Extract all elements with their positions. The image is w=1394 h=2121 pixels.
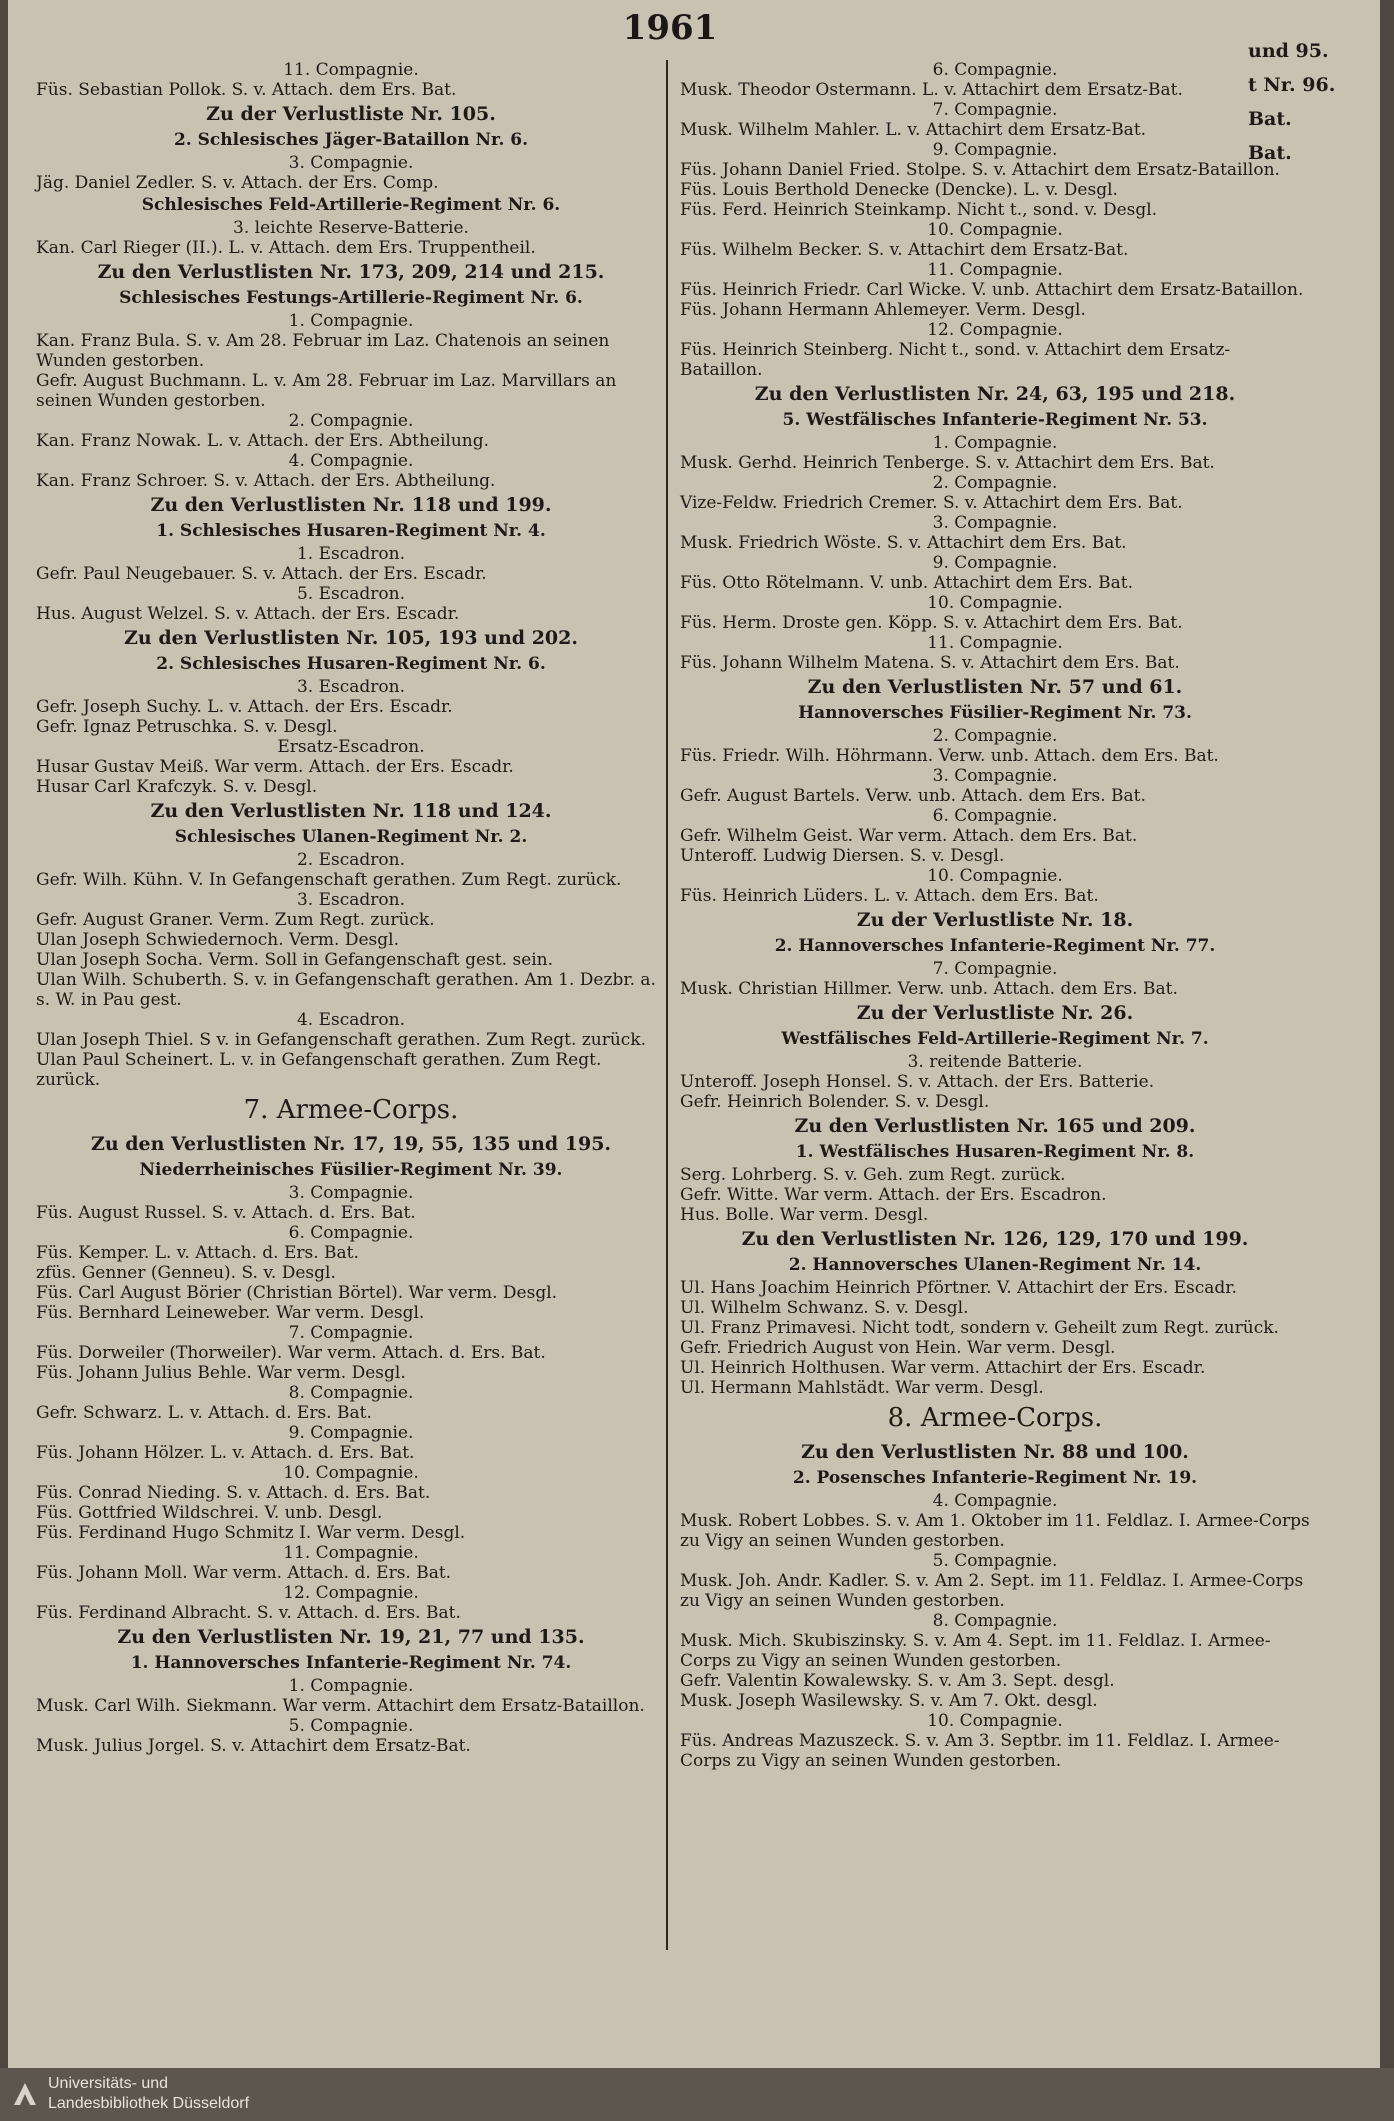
list-reference-heading: Zu den Verlustlisten Nr. 17, 19, 55, 135 und 195. xyxy=(90,1133,612,1155)
subunit-heading: 3. Compagnie. xyxy=(288,1183,414,1203)
subunit-heading: 3. reitende Batterie. xyxy=(907,1052,1083,1072)
casualty-entry: Füs. Johann Hermann Ahlemeyer. Verm. Desgl. xyxy=(680,300,1086,320)
casualty-entry: Füs. Herm. Droste gen. Köpp. S. v. Attachirt dem Ers. Bat. xyxy=(680,613,1183,633)
list-reference-heading: Zu der Verlustliste Nr. 26. xyxy=(856,1002,1134,1024)
casualty-entry: Füs. Conrad Nieding. S. v. Attach. d. Ers. Bat. xyxy=(36,1483,431,1503)
library-name-line2: Landesbibliothek Düsseldorf xyxy=(48,2095,250,2112)
subunit-heading: 10. Compagnie. xyxy=(283,1463,419,1483)
casualty-entry: zfüs. Genner (Genneu). S. v. Desgl. xyxy=(36,1263,336,1283)
casualty-entry: Musk. Julius Jorgel. S. v. Attachirt dem Ersatz-Bat. xyxy=(36,1736,471,1756)
casualty-entry: Ulan Wilh. Schuberth. S. v. in Gefangenschaft gerathen. Am 1. Dezbr. a. s. W. in Pau gest. xyxy=(36,970,656,1010)
casualty-entry: Musk. Wilhelm Mahler. L. v. Attachirt dem Ersatz-Bat. xyxy=(680,120,1147,140)
casualty-entry: Unteroff. Ludwig Diersen. S. v. Desgl. xyxy=(680,846,1005,866)
list-reference-heading: Zu den Verlustlisten Nr. 165 und 209. xyxy=(794,1115,1196,1137)
list-reference-heading: Zu den Verlustlisten Nr. 173, 209, 214 und 215. xyxy=(97,261,605,283)
list-reference-heading: Zu den Verlustlisten Nr. 19, 21, 77 und 135. xyxy=(117,1626,585,1648)
subunit-heading: 6. Compagnie. xyxy=(932,806,1058,826)
subunit-heading: 3. Compagnie. xyxy=(932,513,1058,533)
list-reference-heading: Zu den Verlustlisten Nr. 118 und 124. xyxy=(150,800,552,822)
casualty-entry: Husar Carl Krafczyk. S. v. Desgl. xyxy=(36,777,318,797)
subunit-heading: 2. Compagnie. xyxy=(288,411,414,431)
casualty-entry: Kan. Franz Schroer. S. v. Attach. der Ers. Abtheilung. xyxy=(36,471,496,491)
casualty-entry: Füs. Carl August Börier (Christian Börtel). War verm. Desgl. xyxy=(36,1283,558,1303)
regiment-heading: 1. Westfälisches Husaren-Regiment Nr. 8. xyxy=(795,1142,1195,1162)
casualty-entry: Vize-Feldw. Friedrich Cremer. S. v. Attachirt dem Ers. Bat. xyxy=(680,493,1183,513)
subunit-heading: 3. Compagnie. xyxy=(288,153,414,173)
right-column xyxy=(680,60,1310,1771)
subunit-heading: 9. Compagnie. xyxy=(932,553,1058,573)
casualty-entry: Gefr. Paul Neugebauer. S. v. Attach. der Ers. Escadr. xyxy=(36,564,487,584)
subunit-heading: 4. Compagnie. xyxy=(932,1491,1058,1511)
casualty-entry: Füs. Johann Wilhelm Matena. S. v. Attachirt dem Ers. Bat. xyxy=(680,653,1180,673)
casualty-entry: Füs. Andreas Mazuszeck. S. v. Am 3. Septbr. im 11. Feldlaz. I. Armee-Corps zu Vigy an seinen Wunden gestorben. xyxy=(680,1731,1280,1771)
subunit-heading: 11. Compagnie. xyxy=(283,60,419,80)
casualty-entry: Musk. Robert Lobbes. S. v. Am 1. Oktober im 11. Feldlaz. I. Armee-Corps zu Vigy an seinen Wunden gestorben. xyxy=(680,1511,1310,1551)
casualty-entry: Gefr. Ignaz Petruschka. S. v. Desgl. xyxy=(36,717,338,737)
library-footer xyxy=(0,2068,1394,2121)
corps-heading: 7. Armee-Corps. xyxy=(243,1095,459,1125)
list-reference-heading: Zu den Verlustlisten Nr. 126, 129, 170 und 199. xyxy=(741,1228,1249,1250)
casualty-entry: Gefr. Heinrich Bolender. S. v. Desgl. xyxy=(680,1092,990,1112)
regiment-heading: 2. Hannoversches Infanterie-Regiment Nr. 77. xyxy=(774,936,1216,956)
subunit-heading: 11. Compagnie. xyxy=(283,1543,419,1563)
casualty-entry: Füs. Gottfried Wildschrei. V. unb. Desgl. xyxy=(36,1503,383,1523)
library-name-line1: Universitäts- und xyxy=(48,2075,169,2092)
ulb-logo-icon xyxy=(10,2079,40,2109)
list-reference-heading: Zu der Verlustliste Nr. 105. xyxy=(206,103,496,125)
casualty-entry: Füs. Kemper. L. v. Attach. d. Ers. Bat. xyxy=(36,1243,359,1263)
subunit-heading: 1. Compagnie. xyxy=(932,433,1058,453)
casualty-entry: Musk. Friedrich Wöste. S. v. Attachirt dem Ers. Bat. xyxy=(680,533,1127,553)
casualty-entry: Gefr. Wilhelm Geist. War verm. Attach. dem Ers. Bat. xyxy=(680,826,1138,846)
casualty-entry: Ulan Joseph Socha. Verm. Soll in Gefangenschaft gest. sein. xyxy=(36,950,554,970)
regiment-heading: 5. Westfälisches Infanterie-Regiment Nr. 53. xyxy=(782,410,1208,430)
casualty-entry: Füs. Johann Moll. War verm. Attach. d. Ers. Bat. xyxy=(36,1563,452,1583)
regiment-heading: Hannoversches Füsilier-Regiment Nr. 73. xyxy=(798,703,1192,723)
left-column xyxy=(36,60,666,1756)
subunit-heading: 11. Compagnie. xyxy=(927,633,1063,653)
casualty-entry: Füs. Otto Rötelmann. V. unb. Attachirt dem Ers. Bat. xyxy=(680,573,1133,593)
library-name xyxy=(48,2074,249,2114)
subunit-heading: 10. Compagnie. xyxy=(927,1711,1063,1731)
casualty-entry: Füs. Johann Julius Behle. War verm. Desgl. xyxy=(36,1363,406,1383)
subunit-heading: 7. Compagnie. xyxy=(932,959,1058,979)
casualty-entry: Musk. Mich. Skubiszinsky. S. v. Am 4. Sept. im 11. Feldlaz. I. Armee-Corps zu Vigy an seinen Wunden gestorben. xyxy=(680,1631,1271,1671)
subunit-heading: 3. leichte Reserve-Batterie. xyxy=(233,218,469,238)
page-number: 1961 xyxy=(622,8,718,48)
casualty-entry: Füs. Heinrich Steinberg. Nicht t., sond. v. Attachirt dem Ersatz-Bataillon. xyxy=(680,340,1231,380)
subunit-heading: 5. Escadron. xyxy=(296,584,405,604)
casualty-entry: Gefr. Schwarz. L. v. Attach. d. Ers. Bat. xyxy=(36,1403,372,1423)
subunit-heading: 9. Compagnie. xyxy=(288,1423,414,1443)
casualty-entry: Ulan Joseph Thiel. S v. in Gefangenschaft gerathen. Zum Regt. zurück. xyxy=(36,1030,647,1050)
casualty-entry: Gefr. Witte. War verm. Attach. der Ers. Escadron. xyxy=(680,1185,1107,1205)
newspaper-page xyxy=(8,0,1380,2068)
casualty-entry: Ul. Hermann Mahlstädt. War verm. Desgl. xyxy=(680,1378,1044,1398)
regiment-heading: 1. Schlesisches Husaren-Regiment Nr. 4. xyxy=(156,521,546,541)
cut-off-text: und 95. xyxy=(1248,40,1329,62)
casualty-entry: Füs. Ferd. Heinrich Steinkamp. Nicht t., sond. v. Desgl. xyxy=(680,200,1158,220)
casualty-entry: Füs. August Russel. S. v. Attach. d. Ers. Bat. xyxy=(36,1203,416,1223)
subunit-heading: 4. Compagnie. xyxy=(288,451,414,471)
list-reference-heading: Zu den Verlustlisten Nr. 105, 193 und 202. xyxy=(124,627,578,649)
casualty-entry: Füs. Sebastian Pollok. S. v. Attach. dem Ers. Bat. xyxy=(36,80,457,100)
casualty-entry: Unteroff. Joseph Honsel. S. v. Attach. der Ers. Batterie. xyxy=(680,1072,1155,1092)
casualty-entry: Füs. Wilhelm Becker. S. v. Attachirt dem Ersatz-Bat. xyxy=(680,240,1129,260)
subunit-heading: 12. Compagnie. xyxy=(927,320,1063,340)
casualty-entry: Füs. Bernhard Leineweber. War verm. Desgl. xyxy=(36,1303,425,1323)
casualty-entry: Gefr. August Buchmann. L. v. Am 28. Februar im Laz. Marvillars an seinen Wunden gestorben. xyxy=(36,371,617,411)
casualty-entry: Ulan Paul Scheinert. L. v. in Gefangenschaft gerathen. Zum Regt. zurück. xyxy=(36,1050,602,1090)
casualty-entry: Gefr. Wilh. Kühn. V. In Gefangenschaft gerathen. Zum Regt. zurück. xyxy=(36,870,622,890)
subunit-heading: 8. Compagnie. xyxy=(932,1611,1058,1631)
casualty-entry: Hus. Bolle. War verm. Desgl. xyxy=(680,1205,929,1225)
list-reference-heading: Zu den Verlustlisten Nr. 57 und 61. xyxy=(807,676,1183,698)
regiment-heading: Schlesisches Festungs-Artillerie-Regiment Nr. 6. xyxy=(119,288,583,308)
corps-heading: 8. Armee-Corps. xyxy=(887,1403,1103,1433)
casualty-entry: Füs. Louis Berthold Denecke (Dencke). L. v. Desgl. xyxy=(680,180,1118,200)
regiment-heading: 2. Hannoversches Ulanen-Regiment Nr. 14. xyxy=(788,1255,1202,1275)
regiment-heading: Niederrheinisches Füsilier-Regiment Nr. 39. xyxy=(139,1160,563,1180)
subunit-heading: 3. Escadron. xyxy=(296,677,405,697)
casualty-entry: Musk. Carl Wilh. Siekmann. War verm. Attachirt dem Ersatz-Bataillon. xyxy=(36,1696,645,1716)
regiment-heading: 2. Schlesisches Jäger-Bataillon Nr. 6. xyxy=(173,130,529,150)
casualty-entry: Füs. Heinrich Friedr. Carl Wicke. V. unb. Attachirt dem Ersatz-Bataillon. xyxy=(680,280,1304,300)
casualty-entry: Kan. Franz Nowak. L. v. Attach. der Ers. Abtheilung. xyxy=(36,431,490,451)
casualty-entry: Kan. Carl Rieger (II.). L. v. Attach. dem Ers. Truppentheil. xyxy=(36,238,536,258)
subunit-heading: 11. Compagnie. xyxy=(927,260,1063,280)
casualty-entry: Musk. Theodor Ostermann. L. v. Attachirt dem Ersatz-Bat. xyxy=(680,80,1183,100)
subunit-heading: 3. Compagnie. xyxy=(932,766,1058,786)
casualty-entry: Musk. Joh. Andr. Kadler. S. v. Am 2. Sept. im 11. Feldlaz. I. Armee-Corps zu Vigy an seinen Wunden gestorben. xyxy=(680,1571,1304,1611)
casualty-entry: Gefr. August Graner. Verm. Zum Regt. zurück. xyxy=(36,910,435,930)
casualty-entry: Gefr. Friedrich August von Hein. War verm. Desgl. xyxy=(680,1338,1116,1358)
subunit-heading: 4. Escadron. xyxy=(296,1010,405,1030)
casualty-entry: Ulan Joseph Schwiedernoch. Verm. Desgl. xyxy=(36,930,399,950)
regiment-heading: 1. Hannoversches Infanterie-Regiment Nr. 74. xyxy=(130,1653,572,1673)
list-reference-heading: Zu der Verlustliste Nr. 18. xyxy=(856,909,1134,931)
subunit-heading: 7. Compagnie. xyxy=(288,1323,414,1343)
regiment-heading: 2. Schlesisches Husaren-Regiment Nr. 6. xyxy=(156,654,546,674)
subunit-heading: 5. Compagnie. xyxy=(288,1716,414,1736)
casualty-entry: Füs. Johann Hölzer. L. v. Attach. d. Ers. Bat. xyxy=(36,1443,415,1463)
casualty-entry: Ul. Heinrich Holthusen. War verm. Attachirt der Ers. Escadr. xyxy=(680,1358,1206,1378)
casualty-entry: Füs. Ferdinand Hugo Schmitz I. War verm. Desgl. xyxy=(36,1523,466,1543)
casualty-entry: Füs. Friedr. Wilh. Höhrmann. Verw. unb. Attach. dem Ers. Bat. xyxy=(680,746,1219,766)
casualty-entry: Gefr. Joseph Suchy. L. v. Attach. der Ers. Escadr. xyxy=(36,697,453,717)
casualty-entry: Gefr. Valentin Kowalewsky. S. v. Am 3. Sept. desgl. xyxy=(680,1671,1115,1691)
subunit-heading: 3. Escadron. xyxy=(296,890,405,910)
subunit-heading: 8. Compagnie. xyxy=(288,1383,414,1403)
subunit-heading: 2. Escadron. xyxy=(296,850,405,870)
subunit-heading: 6. Compagnie. xyxy=(288,1223,414,1243)
list-reference-heading: Zu den Verlustlisten Nr. 88 und 100. xyxy=(801,1441,1189,1463)
cut-off-text: t Nr. 96. xyxy=(1248,74,1336,96)
casualty-entry: Jäg. Daniel Zedler. S. v. Attach. der Ers. Comp. xyxy=(36,173,439,193)
subunit-heading: 1. Escadron. xyxy=(296,544,405,564)
casualty-entry: Hus. August Welzel. S. v. Attach. der Ers. Escadr. xyxy=(36,604,460,624)
subunit-heading: 10. Compagnie. xyxy=(927,866,1063,886)
casualty-entry: Musk. Christian Hillmer. Verw. unb. Attach. dem Ers. Bat. xyxy=(680,979,1178,999)
regiment-heading: Westfälisches Feld-Artillerie-Regiment Nr. 7. xyxy=(781,1029,1209,1049)
casualty-entry: Füs. Heinrich Lüders. L. v. Attach. dem Ers. Bat. xyxy=(680,886,1099,906)
subunit-heading: 6. Compagnie. xyxy=(932,60,1058,80)
casualty-entry: Gefr. August Bartels. Verw. unb. Attach. dem Ers. Bat. xyxy=(680,786,1146,806)
casualty-entry: Kan. Franz Bula. S. v. Am 28. Februar im Laz. Chatenois an seinen Wunden gestorben. xyxy=(36,331,610,371)
list-reference-heading: Zu den Verlustlisten Nr. 24, 63, 195 und 218. xyxy=(754,383,1236,405)
subunit-heading: 5. Compagnie. xyxy=(932,1551,1058,1571)
subunit-heading: 12. Compagnie. xyxy=(283,1583,419,1603)
casualty-entry: Husar Gustav Meiß. War verm. Attach. der Ers. Escadr. xyxy=(36,757,514,777)
subunit-heading: 9. Compagnie. xyxy=(932,140,1058,160)
regiment-heading: Schlesisches Feld-Artillerie-Regiment Nr. 6. xyxy=(141,195,561,215)
casualty-entry: Füs. Johann Daniel Fried. Stolpe. S. v. Attachirt dem Ersatz-Bataillon. xyxy=(680,160,1280,180)
subunit-heading: 1. Compagnie. xyxy=(288,1676,414,1696)
subunit-heading: 2. Compagnie. xyxy=(932,473,1058,493)
regiment-heading: 2. Posensches Infanterie-Regiment Nr. 19. xyxy=(792,1468,1198,1488)
subunit-heading: 10. Compagnie. xyxy=(927,220,1063,240)
casualty-entry: Ul. Franz Primavesi. Nicht todt, sondern v. Geheilt zum Regt. zurück. xyxy=(680,1318,1279,1338)
subunit-heading: 2. Compagnie. xyxy=(932,726,1058,746)
cut-off-text: Bat. xyxy=(1248,142,1292,164)
column-divider xyxy=(666,60,668,1950)
list-reference-heading: Zu den Verlustlisten Nr. 118 und 199. xyxy=(150,494,552,516)
casualty-entry: Ul. Wilhelm Schwanz. S. v. Desgl. xyxy=(680,1298,969,1318)
casualty-entry: Füs. Ferdinand Albracht. S. v. Attach. d. Ers. Bat. xyxy=(36,1603,461,1623)
casualty-entry: Musk. Gerhd. Heinrich Tenberge. S. v. Attachirt dem Ers. Bat. xyxy=(680,453,1215,473)
cut-off-text: Bat. xyxy=(1248,108,1292,130)
subunit-heading: 1. Compagnie. xyxy=(288,311,414,331)
regiment-heading: Schlesisches Ulanen-Regiment Nr. 2. xyxy=(174,827,528,847)
subunit-heading: 10. Compagnie. xyxy=(927,593,1063,613)
casualty-entry: Serg. Lohrberg. S. v. Geh. zum Regt. zurück. xyxy=(680,1165,1066,1185)
casualty-entry: Musk. Joseph Wasilewsky. S. v. Am 7. Okt. desgl. xyxy=(680,1691,1098,1711)
casualty-entry: Ul. Hans Joachim Heinrich Pförtner. V. Attachirt der Ers. Escadr. xyxy=(680,1278,1237,1298)
subunit-heading: 7. Compagnie. xyxy=(932,100,1058,120)
casualty-entry: Füs. Dorweiler (Thorweiler). War verm. Attach. d. Ers. Bat. xyxy=(36,1343,546,1363)
subunit-heading: Ersatz-Escadron. xyxy=(277,737,425,757)
